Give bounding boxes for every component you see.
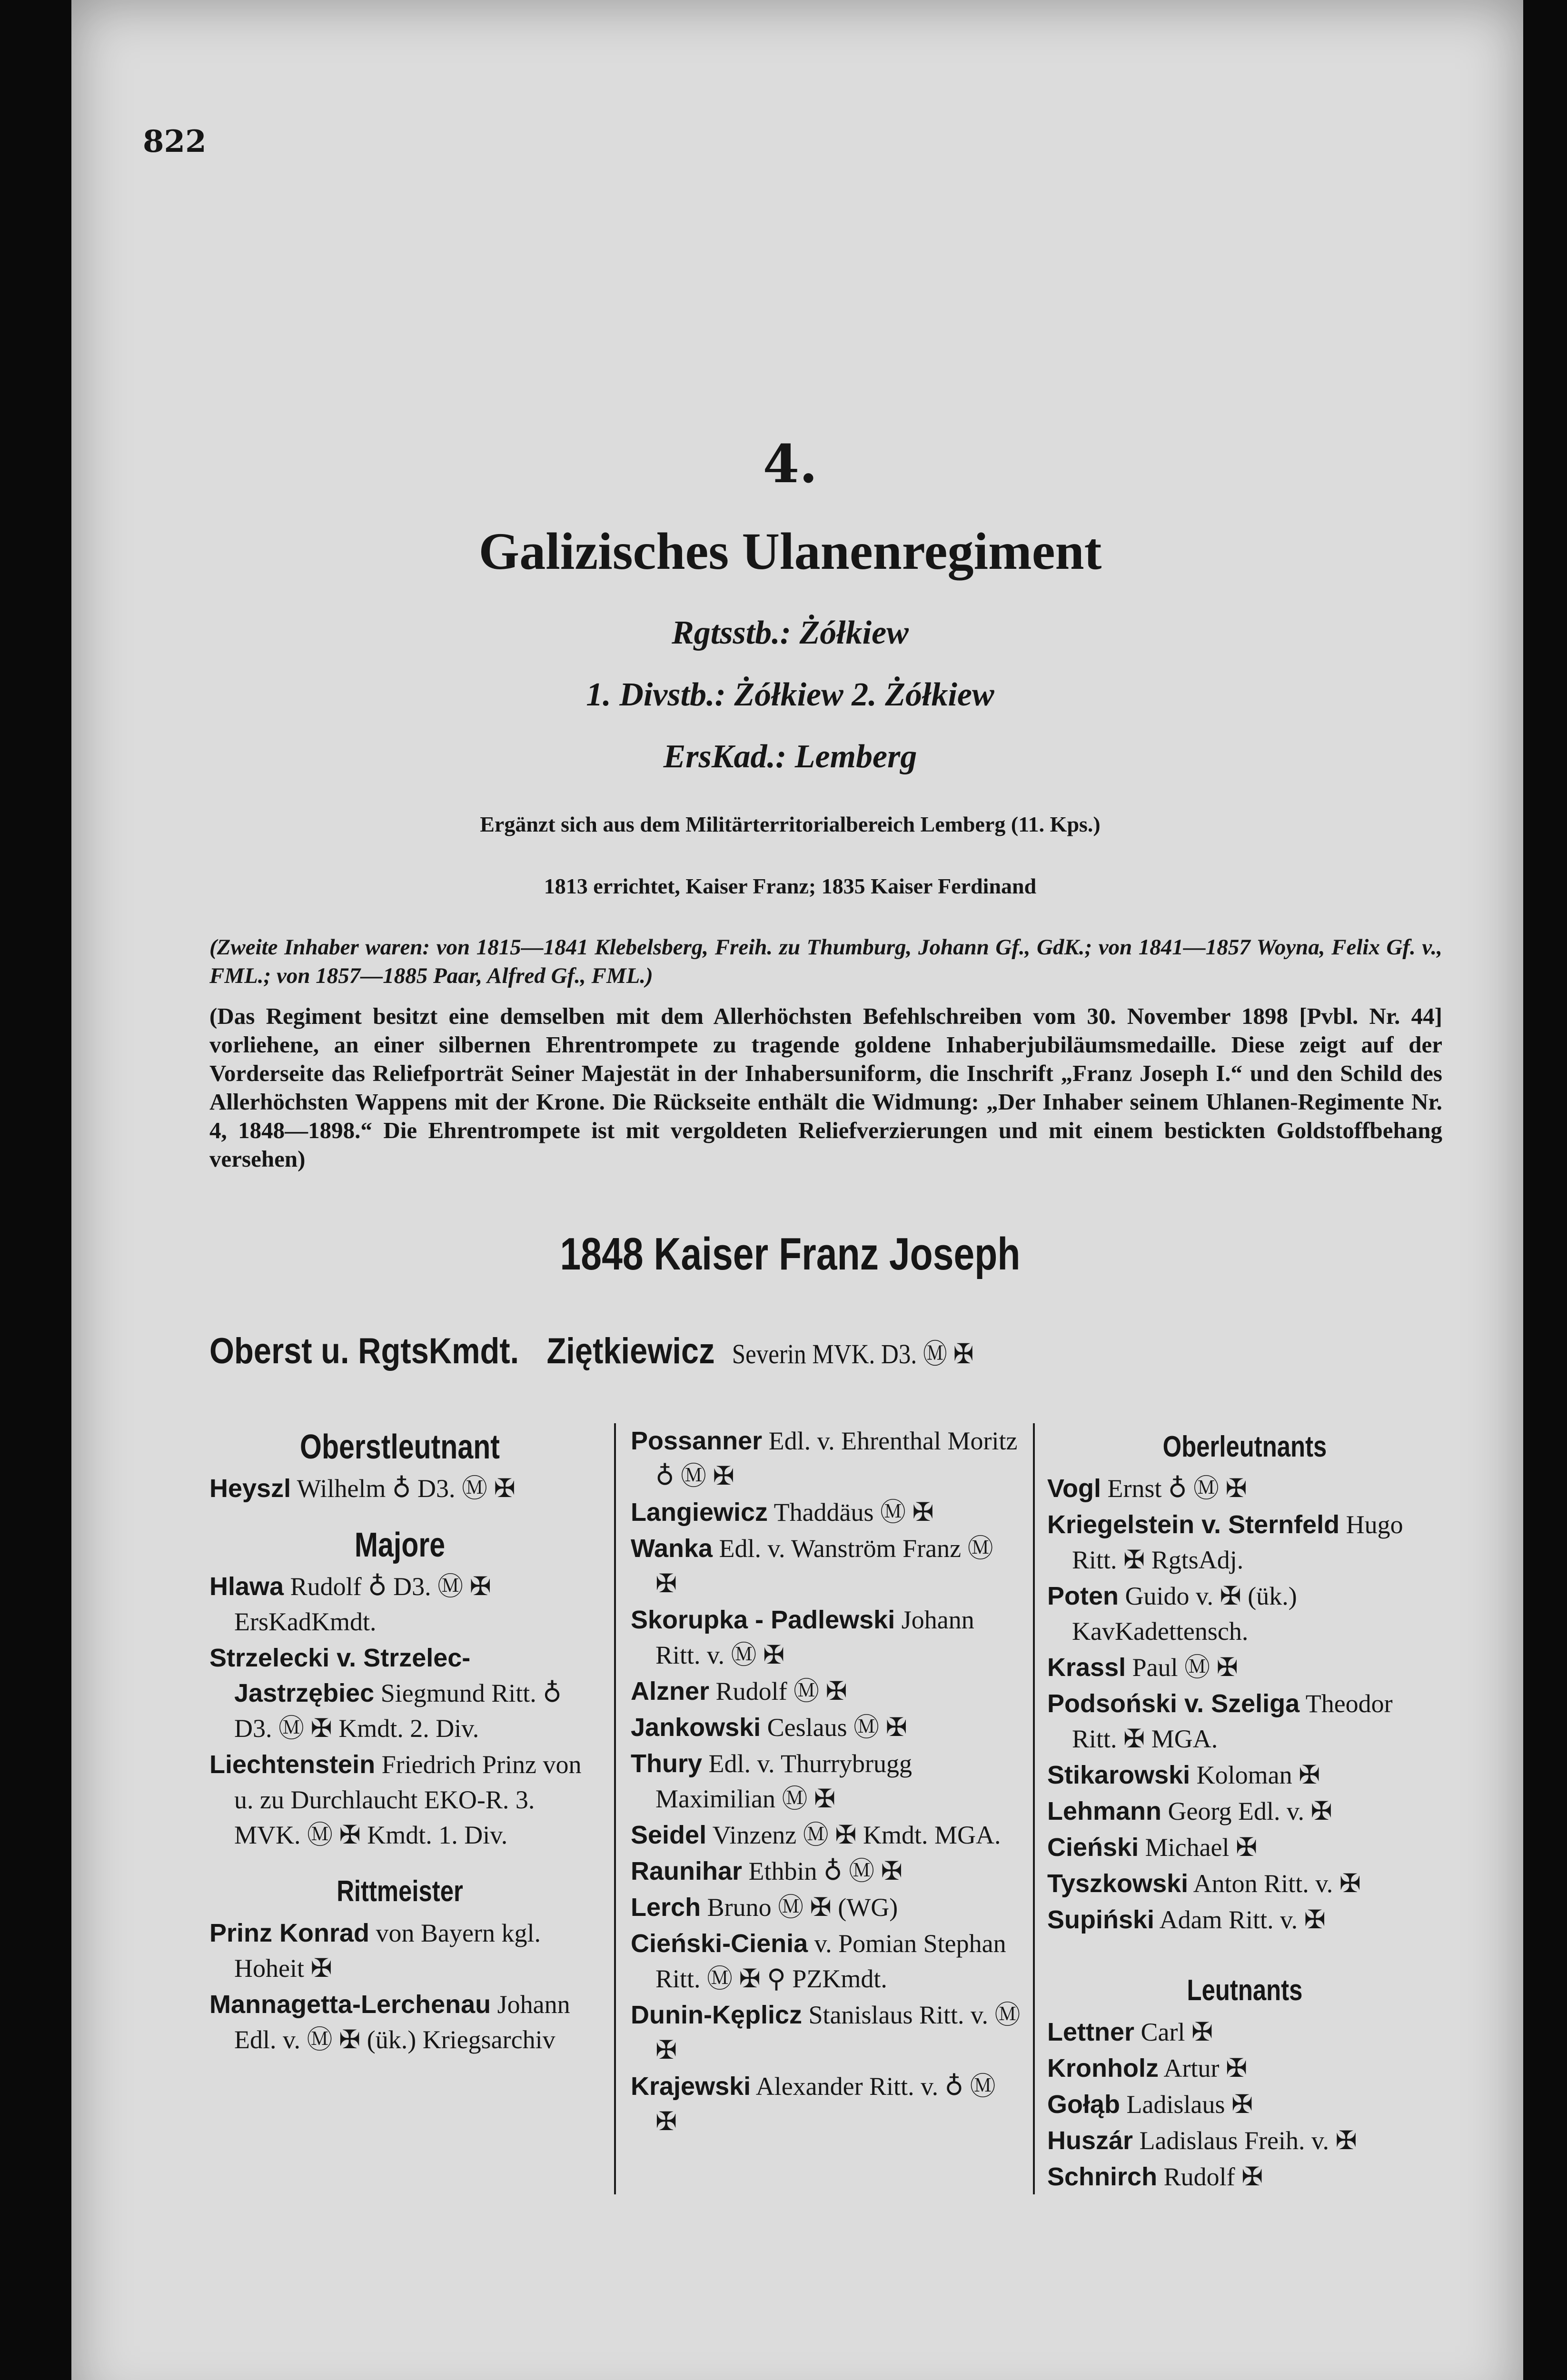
entry-details: von Bayern kgl. Hoheit ✠ (234, 1919, 541, 1983)
list-item (209, 1915, 590, 1986)
entry-details: Wilhelm ♁ D3. Ⓜ ✠ (297, 1474, 516, 1503)
list-item (209, 1569, 590, 1639)
division-staff-line: 1. Divstb.: Żółkiew 2. Żółkiew (586, 676, 994, 713)
list-item (631, 1997, 1021, 2068)
list-item (631, 1926, 1021, 1996)
entry-surname: Huszár (1047, 2126, 1133, 2155)
list-item (631, 1531, 1021, 1601)
commander-details: Severin MVK. D3. Ⓜ ✠ (732, 1339, 974, 1369)
list-item (1047, 1650, 1442, 1685)
column-left (209, 1423, 590, 2058)
entry-surname: Hlawa (209, 1572, 284, 1601)
entry-surname: Strzelecki v. Strzelec-Jastrzębiec (209, 1644, 471, 1707)
rank-heading: Oberleutnants (1162, 1430, 1327, 1463)
entry-details: Friedrich Prinz von u. zu Durchlaucht EKO-R. 3. MVK. Ⓜ ✠ Kmdt. 1. Div. (234, 1750, 582, 1849)
staff-line: Rgtsstb.: Żółkiew (672, 615, 909, 651)
list-item (1047, 1507, 1442, 1577)
entry-details: Thaddäus Ⓜ ✠ (774, 1498, 934, 1527)
rank-heading: Rittmeister (337, 1875, 463, 1908)
entry-details: Michael ✠ (1145, 1833, 1258, 1862)
entry-surname: Raunihar (631, 1857, 743, 1885)
rank-heading: Leutnants (1187, 1974, 1303, 2007)
entry-details: Artur ✠ (1163, 2054, 1248, 2082)
rank-heading: Majore (354, 1526, 446, 1564)
page-number: 822 (143, 124, 207, 159)
entry-details: Ethbin ♁ Ⓜ ✠ (748, 1857, 903, 1885)
entry-surname: Prinz Konrad (209, 1919, 370, 1947)
entry-details: Koloman ✠ (1196, 1761, 1320, 1789)
column-divider (614, 1423, 616, 2194)
list-item (209, 1471, 590, 1506)
entry-details: Rudolf ✠ (1163, 2162, 1263, 2191)
reserve-cadre-line: ErsKad.: Lemberg (663, 738, 917, 775)
entry-details: Carl ✠ (1141, 2018, 1213, 2046)
list-item (1047, 1757, 1442, 1793)
entry-details: Guido v. ✠ (ük.) KavKadettensch. (1072, 1582, 1297, 1646)
entry-surname: Cieński-Cienia (631, 1929, 808, 1958)
owner-heading: 1848 Kaiser Franz Joseph (560, 1229, 1021, 1279)
entry-surname: Lerch (631, 1893, 701, 1922)
entry-surname: Poten (1047, 1582, 1119, 1610)
list-item (1047, 1830, 1442, 1865)
list-item (1047, 1578, 1442, 1649)
entry-details: Siegmund Ritt. ♁ D3. Ⓜ ✠ Kmdt. 2. Div. (234, 1679, 562, 1743)
regiment-title: Galizisches Ulanenregiment (478, 522, 1102, 580)
entry-surname: Possanner (631, 1427, 763, 1455)
list-item (209, 1640, 590, 1746)
list-item (1047, 2123, 1442, 2158)
entry-surname: Seidel (631, 1821, 707, 1849)
entry-surname: Tyszkowski (1047, 1869, 1189, 1898)
entry-details: Johann Ritt. v. Ⓜ ✠ (655, 1606, 974, 1669)
list-item (1047, 2159, 1442, 2194)
entry-surname: Liechtenstein (209, 1750, 376, 1779)
entry-details: Vinzenz Ⓜ ✠ Kmdt. MGA. (712, 1821, 1001, 1849)
entry-details: Rudolf ♁ D3. Ⓜ ✠ ErsKadKmdt. (234, 1572, 491, 1636)
entry-surname: Dunin-Kęplicz (631, 2001, 802, 2029)
entry-surname: Langiewicz (631, 1498, 768, 1527)
entry-details: Theodor Ritt. ✠ MGA. (1072, 1689, 1393, 1753)
entry-details: Bruno Ⓜ ✠ (WG) (707, 1893, 898, 1922)
entry-surname: Kronholz (1047, 2054, 1159, 2082)
entry-details: Johann Edl. v. Ⓜ ✠ (ük.) Kriegsarchiv (234, 1990, 570, 2054)
column-middle (631, 1423, 1021, 2140)
list-item (631, 1602, 1021, 1673)
list-item (1047, 1794, 1442, 1829)
entry-surname: Heyszl (209, 1474, 291, 1503)
list-item (1047, 2014, 1442, 2050)
entry-details: Edl. v. Ehrenthal Moritz ♁ Ⓜ ✠ (655, 1427, 1018, 1490)
list-item (631, 1710, 1021, 1745)
list-item (631, 1817, 1021, 1853)
list-item (631, 1674, 1021, 1709)
entry-details: Paul Ⓜ ✠ (1132, 1653, 1238, 1682)
entry-surname: Thury (631, 1749, 703, 1778)
entry-surname: Krajewski (631, 2072, 751, 2101)
list-item (209, 1747, 590, 1853)
entry-surname: Wanka (631, 1534, 713, 1563)
entry-surname: Schnirch (1047, 2162, 1158, 2191)
entry-surname: Skorupka - Padlewski (631, 1606, 895, 1634)
entry-details: Georg Edl. v. ✠ (1168, 1797, 1332, 1825)
entry-surname: Gołąb (1047, 2090, 1121, 2119)
list-item (1047, 1902, 1442, 1937)
entry-details: Ernst ♁ Ⓜ ✠ (1107, 1474, 1247, 1503)
list-item (631, 1495, 1021, 1530)
entry-surname: Mannagetta-Lerchenau (209, 1990, 491, 2019)
list-item (1047, 2087, 1442, 2122)
commander-surname: Ziętkiewicz (546, 1331, 715, 1371)
rank-heading: Oberstleutnant (300, 1428, 500, 1466)
entry-surname: Stikarowski (1047, 1761, 1190, 1789)
list-item (631, 1746, 1021, 1816)
entry-surname: Jankowski (631, 1713, 761, 1742)
entry-details: Hugo Ritt. ✠ RgtsAdj. (1072, 1510, 1403, 1574)
entry-details: Ceslaus Ⓜ ✠ (767, 1713, 907, 1742)
entry-details: Adam Ritt. v. ✠ (1159, 1905, 1326, 1934)
list-item (631, 2069, 1021, 2139)
list-item (1047, 1866, 1442, 1901)
recruitment-line: Ergänzt sich aus dem Militärterritorialbereich Lemberg (11. Kps.) (480, 812, 1101, 836)
list-item (1047, 1471, 1442, 1506)
entry-details: Edl. v. Thurrybrugg Maximilian Ⓜ ✠ (655, 1749, 912, 1813)
entry-details: Alexander Ritt. v. ♁ Ⓜ ✠ (655, 2072, 996, 2136)
column-divider (1033, 1423, 1035, 2194)
entry-surname: Krassl (1047, 1653, 1126, 1682)
entry-details: Ladislaus ✠ (1126, 2090, 1253, 2119)
second-owners-note: (Zweite Inhaber waren: von 1815—1841 Klebelsberg, Freih. zu Thumburg, Johann Gf., GdK.; von 1841—1857 Woyna, Felix Gf. v., FML.; von 1857—1885 Paar, Alfred Gf., FML.) (209, 935, 1442, 988)
entry-surname: Supiński (1047, 1905, 1155, 1934)
list-item (631, 1423, 1021, 1494)
entry-details: v. Pomian Stephan Ritt. Ⓜ ✠ ⚲ PZKmdt. (655, 1929, 1006, 1993)
entry-surname: Cieński (1047, 1833, 1139, 1862)
entry-details: Anton Ritt. v. ✠ (1193, 1869, 1361, 1898)
entry-surname: Kriegelstein v. Sternfeld (1047, 1510, 1340, 1539)
entry-surname: Alzner (631, 1677, 710, 1706)
entry-details: Stanislaus Ritt. v. Ⓜ ✠ (655, 2001, 1021, 2064)
jubilee-note: (Das Regiment besitzt eine demselben mit dem Allerhöchsten Befehlschreiben vom 30. November 1898 [Pvbl. Nr. 44] vorliehene, an einer silbernen Ehrentrompete zu tragende goldene Inhaberjubiläumsmedaille. Diese zeigt auf der Vorderseite das Reliefporträt Seiner Majestät in der Inhabersuniform, die Inschrift „Franz Joseph I.“ und den Schild des Allerhöchsten Wappens mit der Krone. Die Rückseite enthält die Widmung: „Der Inhaber seinem Uhlanen-Regimente Nr. 4, 1848—1898.“ Die Ehrentrompete ist mit vergoldeten Reliefverzierungen und mit einem bestickten Goldstoffbehang versehen) (209, 1003, 1442, 1172)
regiment-number: 4. (763, 433, 818, 495)
founding-line: 1813 errichtet, Kaiser Franz; 1835 Kaiser Ferdinand (544, 874, 1037, 898)
entry-details: Ladislaus Freih. v. ✠ (1139, 2126, 1357, 2155)
list-item (209, 1987, 590, 2057)
list-item (631, 1854, 1021, 1889)
list-item (1047, 1686, 1442, 1756)
list-item (631, 1890, 1021, 1925)
entry-details: Rudolf Ⓜ ✠ (715, 1677, 847, 1706)
commander-line (209, 1330, 974, 1372)
list-item (1047, 2051, 1442, 2086)
column-right (1047, 1423, 1442, 2195)
entry-details: Edl. v. Wanström Franz Ⓜ ✠ (655, 1534, 993, 1598)
entry-surname: Lehmann (1047, 1797, 1162, 1825)
entry-surname: Lettner (1047, 2018, 1135, 2046)
entry-surname: Podsoński v. Szeliga (1047, 1689, 1300, 1718)
entry-surname: Vogl (1047, 1474, 1101, 1503)
commander-rank: Oberst u. RgtsKmdt. (209, 1331, 519, 1371)
